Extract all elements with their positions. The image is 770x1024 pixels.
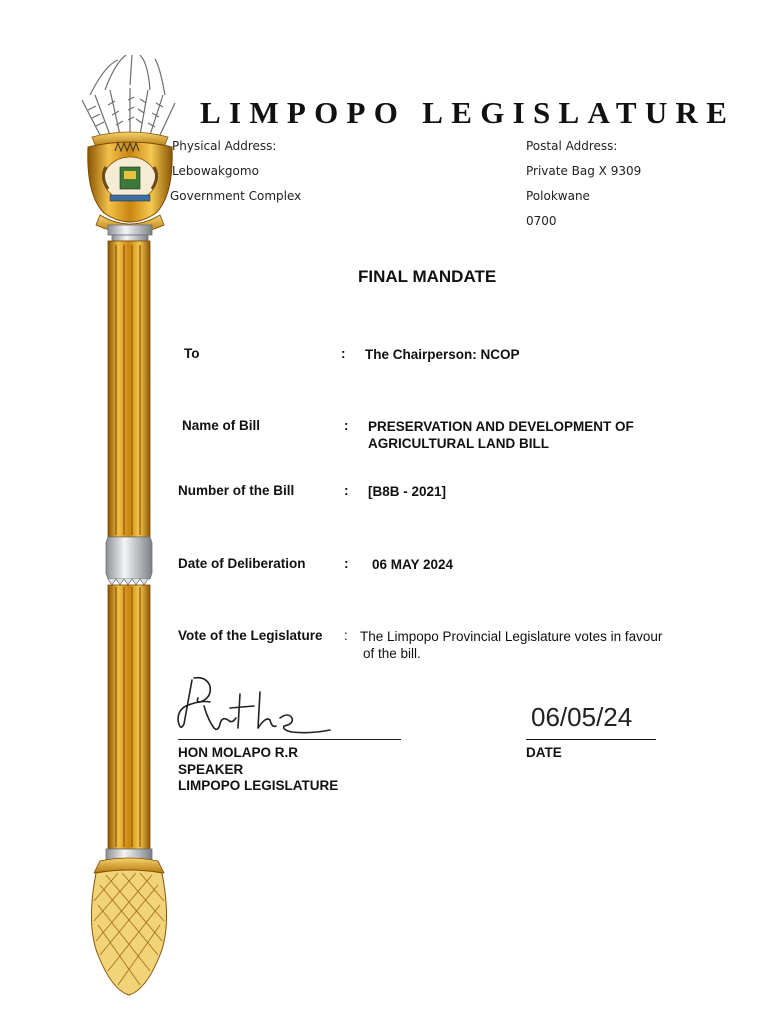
date-label: DATE [526,745,562,760]
signature-line [178,739,401,740]
to-value: The Chairperson: NCOP [365,347,520,362]
vote-value-line2: of the bill. [363,646,421,661]
handwritten-date: 06/05/24 [531,702,633,732]
document-heading: FINAL MANDATE [358,267,497,286]
bill-number-label: Number of the Bill [178,483,295,498]
bill-name-colon: : [344,418,349,433]
signatory-title: SPEAKER [178,762,244,777]
postal-address-label: Postal Address: [526,139,618,153]
physical-address-line1: Lebowakgomo [172,164,259,178]
vote-label: Vote of the Legislature [178,628,323,643]
to-colon: : [341,346,346,361]
deliberation-date-colon: : [344,556,349,571]
shaft-band-icon [106,537,152,579]
vote-value-line1: The Limpopo Provincial Legislature votes in favour [360,629,663,644]
bill-name-label: Name of Bill [182,418,261,433]
to-label: To [184,346,200,361]
postal-address-line2: Polokwane [526,189,590,203]
date-line [526,739,656,740]
crown-feathers-icon [82,55,175,135]
physical-address-line2: Government Complex [170,189,302,203]
postal-address-line3: 0700 [526,214,557,228]
deliberation-date-label: Date of Deliberation [178,556,306,571]
bill-number-value: [B8B - 2021] [368,484,447,499]
postal-address-line1: Private Bag X 9309 [526,164,642,178]
handwritten-signature [170,672,340,744]
legislature-title: LIMPOPO LEGISLATURE [200,95,736,130]
physical-address-label: Physical Address: [172,139,277,153]
signatory-name: HON MOLAPO R.R [178,745,298,760]
vote-colon: : [344,628,348,643]
bill-number-colon: : [344,483,349,498]
bill-name-value-line1: PRESERVATION AND DEVELOPMENT OF [368,419,634,434]
deliberation-date-value: 06 MAY 2024 [372,557,454,572]
signatory-organisation: LIMPOPO LEGISLATURE [178,778,339,793]
bill-name-value-line2: AGRICULTURAL LAND BILL [368,436,549,451]
